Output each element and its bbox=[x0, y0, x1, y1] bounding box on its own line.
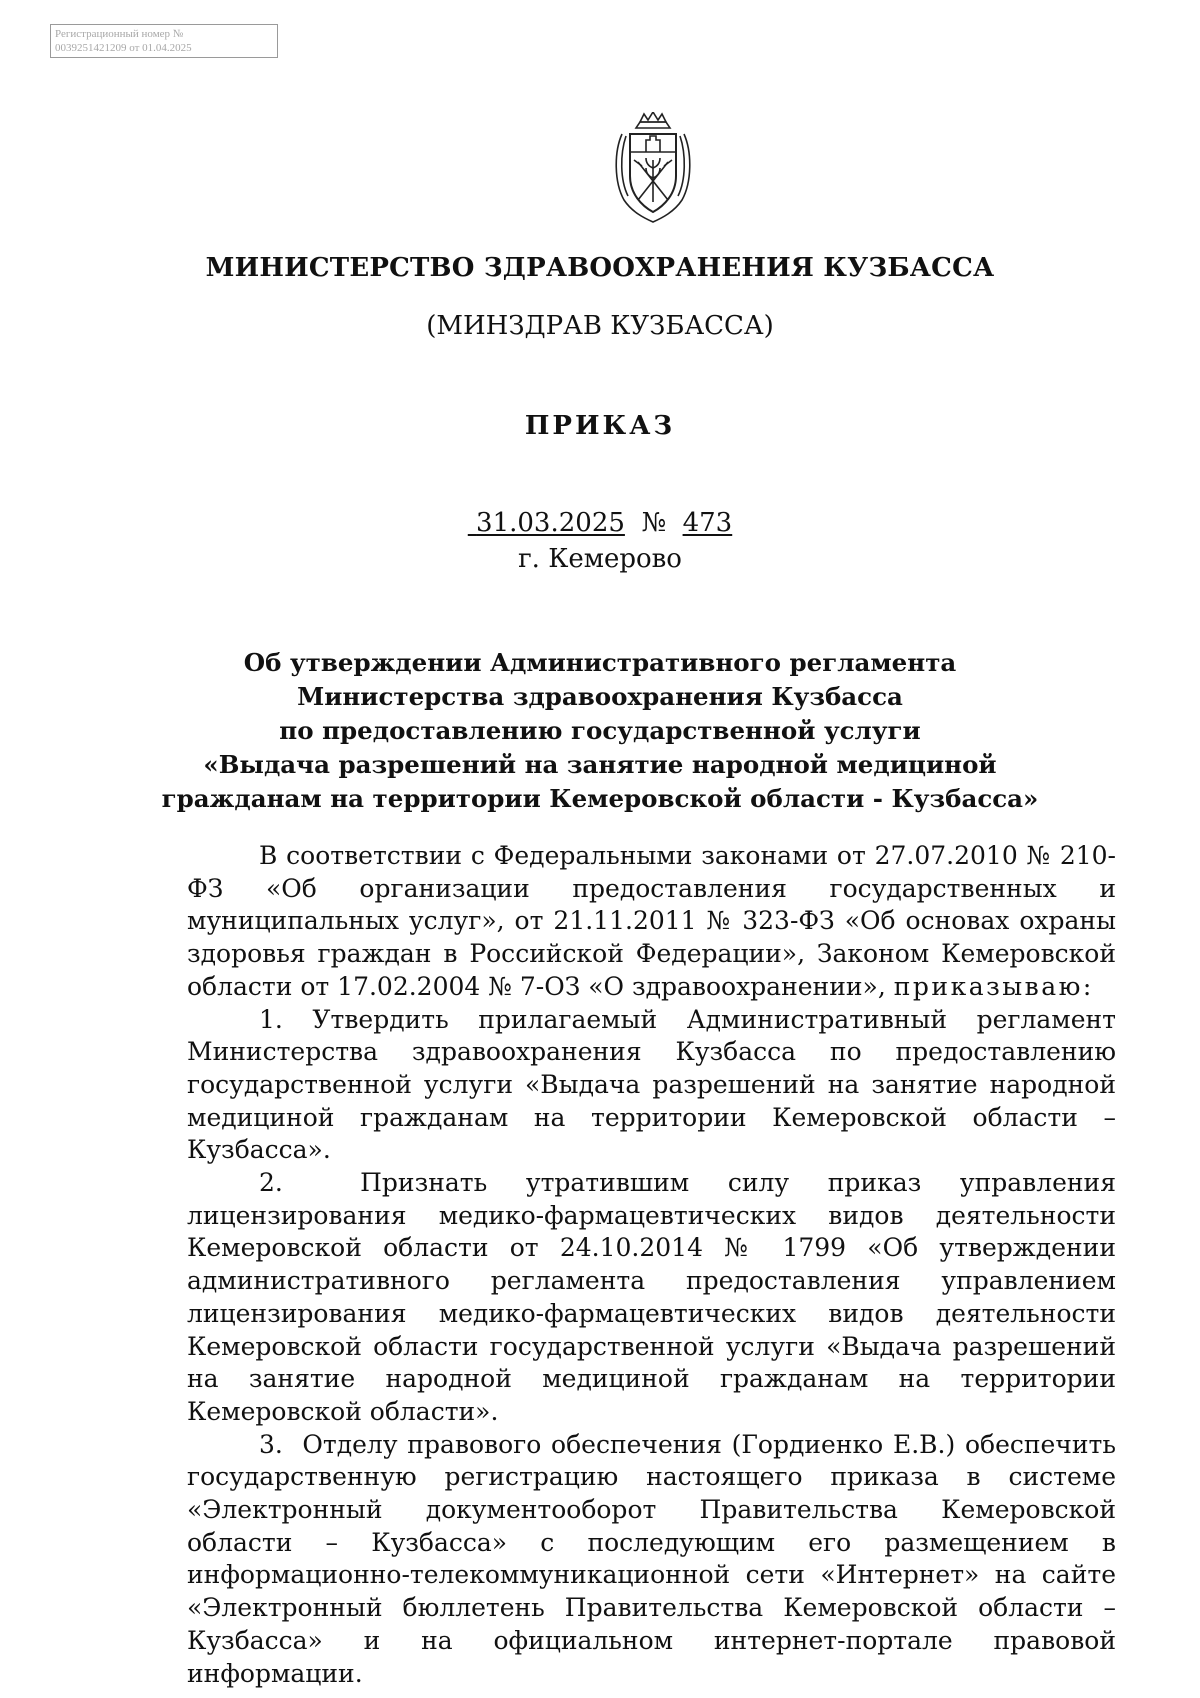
order-number: 473 bbox=[682, 508, 733, 538]
order-body bbox=[187, 840, 1116, 1690]
subject-line: «Выдача разрешений на занятие народной медициной bbox=[203, 750, 997, 779]
ministry-short-name: (МИНЗДРАВ КУЗБАССА) bbox=[426, 311, 774, 341]
subject-line: по предоставлению государственной услуги bbox=[279, 716, 921, 745]
order-subject bbox=[0, 646, 1200, 816]
order-item bbox=[187, 1167, 1116, 1429]
item-number: 2. bbox=[259, 1168, 283, 1198]
order-item bbox=[187, 1004, 1116, 1168]
order-word: приказываю: bbox=[893, 971, 1094, 1001]
city: г. Кемерово bbox=[518, 544, 682, 574]
item-text: Утвердить прилагаемый Административный регламент Министерства здравоохранения Кузбасса по предоставлению государственной услуги «Выдача разрешений на занятие народной медициной гражданам на территории Кемеровской области – Кузбасса». bbox=[187, 1004, 1116, 1165]
item-text: Отделу правового обеспечения (Гордиенко Е.В.) обеспечить государственную регистрацию настоящего приказа в системе «Электронный документооборот Правительства Кемеровской области – Кузбасса» с последующим его размещением в информационно-телекоммуникационной сети «Интернет» на сайте «Электронный бюллетень Правительства Кемеровской области – Кузбасса» и на официальном интернет-портале правовой информации. bbox=[187, 1429, 1116, 1688]
item-number: 3. bbox=[259, 1429, 283, 1459]
preamble-paragraph: В соответствии с Федеральными законами от 27.07.2010 № 210-ФЗ «Об организации предоставления государственных и муниципальных услуг», от 21.11.2011 № 323-ФЗ «Об основах охраны здоровья граждан в Российской Федерации», Законом Кемеровской области от 17.02.2004 № 7-ОЗ «О здравоохранении», приказываю: bbox=[187, 841, 1116, 1001]
kuzbass-coat-of-arms-icon bbox=[610, 112, 696, 224]
registration-stamp-line-1: Регистрационный номер № bbox=[55, 28, 184, 40]
item-number: 1. bbox=[259, 1004, 283, 1034]
number-sign: № bbox=[641, 508, 667, 538]
ministry-name: МИНИСТЕРСТВО ЗДРАВООХРАНЕНИЯ КУЗБАССА bbox=[205, 253, 995, 283]
order-item bbox=[187, 1429, 1116, 1691]
registration-stamp-line-2: 0039251421209 от 01.04.2025 bbox=[55, 42, 192, 54]
document-type-title: ПРИКАЗ bbox=[524, 411, 676, 441]
subject-line: Об утверждении Административного регламента bbox=[243, 648, 957, 677]
subject-line: Министерства здравоохранения Кузбасса bbox=[297, 682, 903, 711]
subject-line: гражданам на территории Кемеровской области - Кузбасса» bbox=[161, 784, 1039, 813]
registration-stamp bbox=[50, 24, 278, 58]
date-number-row bbox=[0, 508, 1200, 538]
item-text: Признать утратившим силу приказ управления лицензирования медико-фармацевтических видов деятельности Кемеровской области от 24.10.2014 № 1799 «Об утверждении административного регламента предоставления управлением лицензирования медико-фармацевтических видов деятельности Кемеровской области государственной услуги «Выдача разрешений на занятие народной медициной гражданам на территории Кемеровской области». bbox=[187, 1168, 1116, 1426]
order-date: 31.03.2025 bbox=[476, 508, 625, 538]
